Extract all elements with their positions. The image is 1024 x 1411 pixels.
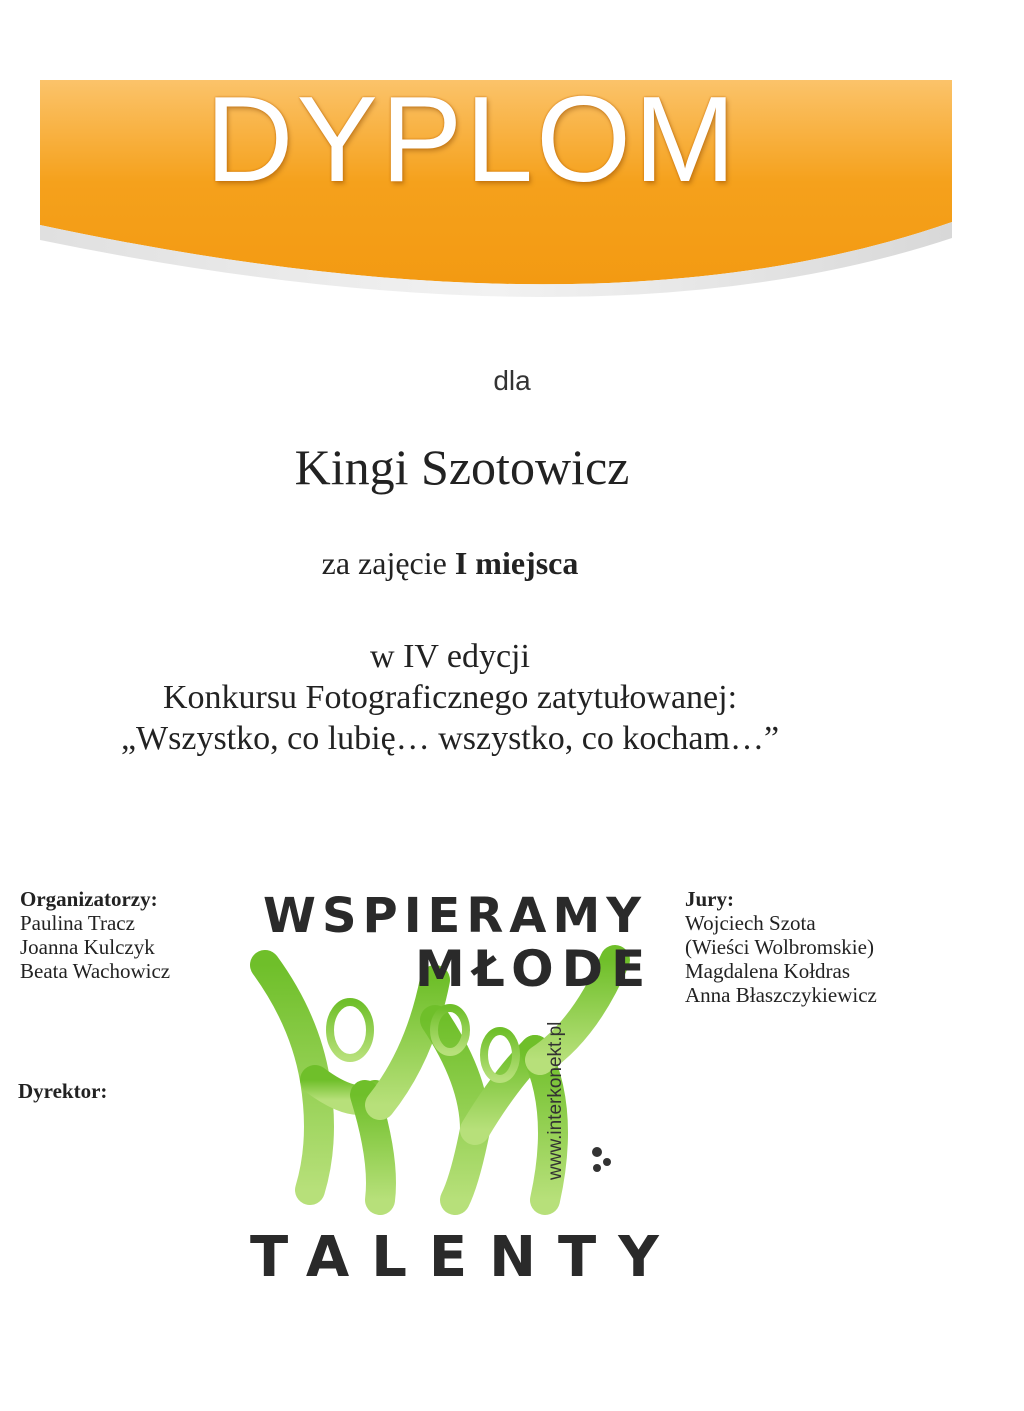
director-heading: Dyrektor: — [18, 1079, 108, 1103]
jury-member: (Wieści Wolbromskie) — [685, 935, 874, 959]
talent-logo — [245, 880, 681, 1300]
jury-heading: Jury: — [685, 887, 734, 911]
award-line — [0, 545, 900, 582]
logo-text-middle: MŁODE — [415, 940, 654, 998]
logo-text-bottom: TALENTY — [250, 1225, 681, 1290]
contest-description — [0, 636, 900, 759]
jury-member: Wojciech Szota — [685, 911, 816, 935]
contest-edition: w IV edycji — [370, 638, 530, 675]
organizer-name: Paulina Tracz — [20, 911, 135, 935]
organizers-heading: Organizatorzy: — [20, 887, 158, 911]
jury-member: Magdalena Kołdras — [685, 959, 851, 983]
organizers-block — [20, 887, 170, 983]
contest-theme: „Wszystko, co lubię… wszystko, co kocham…” — [120, 720, 780, 757]
diploma-title: DYPLOM — [205, 71, 739, 207]
contest-name: Konkursu Fotograficznego zatytułowanej: — [162, 679, 738, 716]
organizer-name: Joanna Kulczyk — [20, 935, 155, 959]
recipient-name: Kingi Szotowicz — [294, 439, 630, 495]
award-text: za zajęcie — [321, 545, 455, 581]
jury-member: Anna Błaszczykiewicz — [685, 983, 877, 1007]
jury-block — [685, 887, 877, 1007]
logo-text-top: WSPIERAMY — [263, 888, 647, 944]
recipient-prefix: dla — [493, 365, 531, 396]
award-place: I miejsca — [454, 545, 579, 581]
organizer-name: Beata Wachowicz — [20, 959, 171, 983]
logo-url: www.interkonekt.pl — [545, 1021, 566, 1180]
